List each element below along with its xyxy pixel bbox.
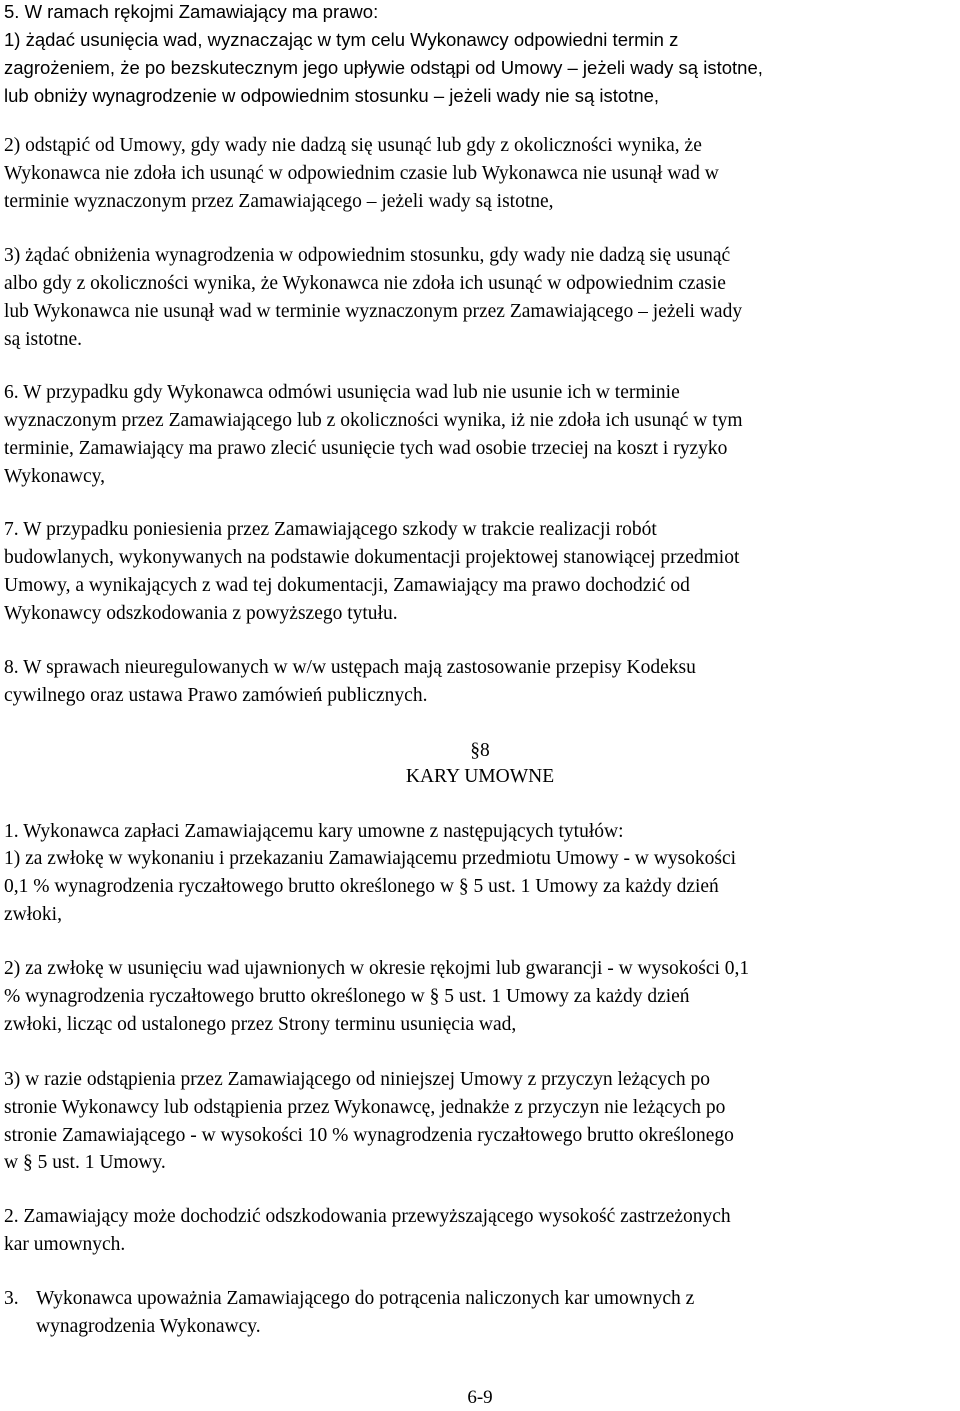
kary-p3-number: 3.	[4, 1288, 19, 1309]
kary-p1-heading: 1. Wykonawca zapłaci Zamawiającemu kary umowne z następujących tytułów:	[4, 821, 624, 842]
section7-line1: 7. W przypadku poniesienia przez Zamawiającego szkody w trakcie realizacji robót	[4, 519, 657, 540]
kary-p1-item3-line1: 3) w razie odstąpienia przez Zamawiającego od niniejszej Umowy z przyczyn leżących po	[4, 1069, 711, 1090]
section5-item3-line4: są istotne.	[4, 329, 82, 350]
page-number: 6-9	[467, 1387, 493, 1408]
kary-p2-line1: 2. Zamawiający może dochodzić odszkodowania przewyższającego wysokość zastrzeżonych	[4, 1206, 731, 1227]
kary-p2-line2: kar umownych.	[4, 1234, 126, 1255]
kary-p1-item1-line3: zwłoki,	[4, 904, 62, 925]
kary-p3-line2: wynagrodzenia Wykonawcy.	[36, 1316, 261, 1337]
section5-item2-line3: terminie wyznaczonym przez Zamawiającego – jeżeli wady są istotne,	[4, 191, 554, 212]
section5-heading: 5. W ramach rękojmi Zamawiający ma prawo:	[4, 1, 379, 22]
kary-p1-item2-line3: zwłoki, licząc od ustalonego przez Strony terminu usunięcia wad,	[4, 1014, 517, 1035]
section5-item3-line3: lub Wykonawca nie usunął wad w terminie wyznaczonym przez Zamawiającego – jeżeli wady	[4, 301, 743, 322]
section6-line4: Wykonawcy,	[4, 466, 105, 487]
section5-item3-line1: 3) żądać obniżenia wynagrodzenia w odpowiednim stosunku, gdy wady nie dadzą się usunąć	[4, 245, 731, 266]
section5-item2-line2: Wykonawca nie zdoła ich usunąć w odpowiednim czasie lub Wykonawca nie usunął wad w	[4, 163, 719, 184]
section7-line2: budowlanych, wykonywanych na podstawie dokumentacji projektowej stanowiącej przedmiot	[4, 547, 740, 568]
kary-p1-item1-line1: 1) za zwłokę w wykonaniu i przekazaniu Zamawiającemu przedmiotu Umowy - w wysokości	[4, 848, 737, 869]
kary-p3-line1: Wykonawca upoważnia Zamawiającego do potrącenia naliczonych kar umownych z	[36, 1288, 695, 1309]
section6-line1: 6. W przypadku gdy Wykonawca odmówi usunięcia wad lub nie usunie ich w terminie	[4, 382, 680, 403]
section5-item1-line2: zagrożeniem, że po bezskutecznym jego upływie odstąpi od Umowy – jeżeli wady są istotne,	[4, 57, 763, 78]
kary-p1-item2-line1: 2) za zwłokę w usunięciu wad ujawnionych w okresie rękojmi lub gwarancji - w wysokości 0,1	[4, 958, 750, 979]
kary-p1-item1-line2: 0,1 % wynagrodzenia ryczałtowego brutto określonego w § 5 ust. 1 Umowy za każdy dzień	[4, 876, 719, 897]
section7-line3: Umowy, a wynikających z wad tej dokumentacji, Zamawiający ma prawo dochodzić od	[4, 575, 690, 596]
section8-line2: cywilnego oraz ustawa Prawo zamówień publicznych.	[4, 685, 428, 706]
section5-item1-line3: lub obniży wynagrodzenie w odpowiednim stosunku – jeżeli wady nie są istotne,	[4, 85, 660, 106]
section7-line4: Wykonawcy odszkodowania z powyższego tytułu.	[4, 603, 398, 624]
section5-item3-line2: albo gdy z okoliczności wynika, że Wykonawca nie zdoła ich usunąć w odpowiednim czasie	[4, 273, 726, 294]
paragraph-title: KARY UMOWNE	[405, 766, 555, 787]
kary-p1-item3-line3: stronie Zamawiającego - w wysokości 10 % wynagrodzenia ryczałtowego brutto określonego	[4, 1125, 734, 1146]
kary-p1-item2-line2: % wynagrodzenia ryczałtowego brutto określonego w § 5 ust. 1 Umowy za każdy dzień	[4, 986, 690, 1007]
section6-line3: terminie, Zamawiający ma prawo zlecić usunięcie tych wad osobie trzeciej na koszt i ryzyko	[4, 438, 728, 459]
section8-line1: 8. W sprawach nieuregulowanych w w/w ustępach mają zastosowanie przepisy Kodeksu	[4, 657, 696, 678]
section5-item2-line1: 2) odstąpić od Umowy, gdy wady nie dadzą się usunąć lub gdy z okoliczności wynika, że	[4, 135, 702, 156]
kary-p1-item3-line2: stronie Wykonawcy lub odstąpienia przez Wykonawcę, jednakże z przyczyn nie leżących po	[4, 1097, 726, 1118]
section6-line2: wyznaczonym przez Zamawiającego lub z okoliczności wynika, iż nie zdoła ich usunąć w tym	[4, 410, 743, 431]
paragraph-number: §8	[470, 740, 490, 761]
section5-item1-line1: 1) żądać usunięcia wad, wyznaczając w tym celu Wykonawcy odpowiedni termin z	[4, 29, 679, 50]
kary-p1-item3-line4: w § 5 ust. 1 Umowy.	[4, 1152, 166, 1173]
